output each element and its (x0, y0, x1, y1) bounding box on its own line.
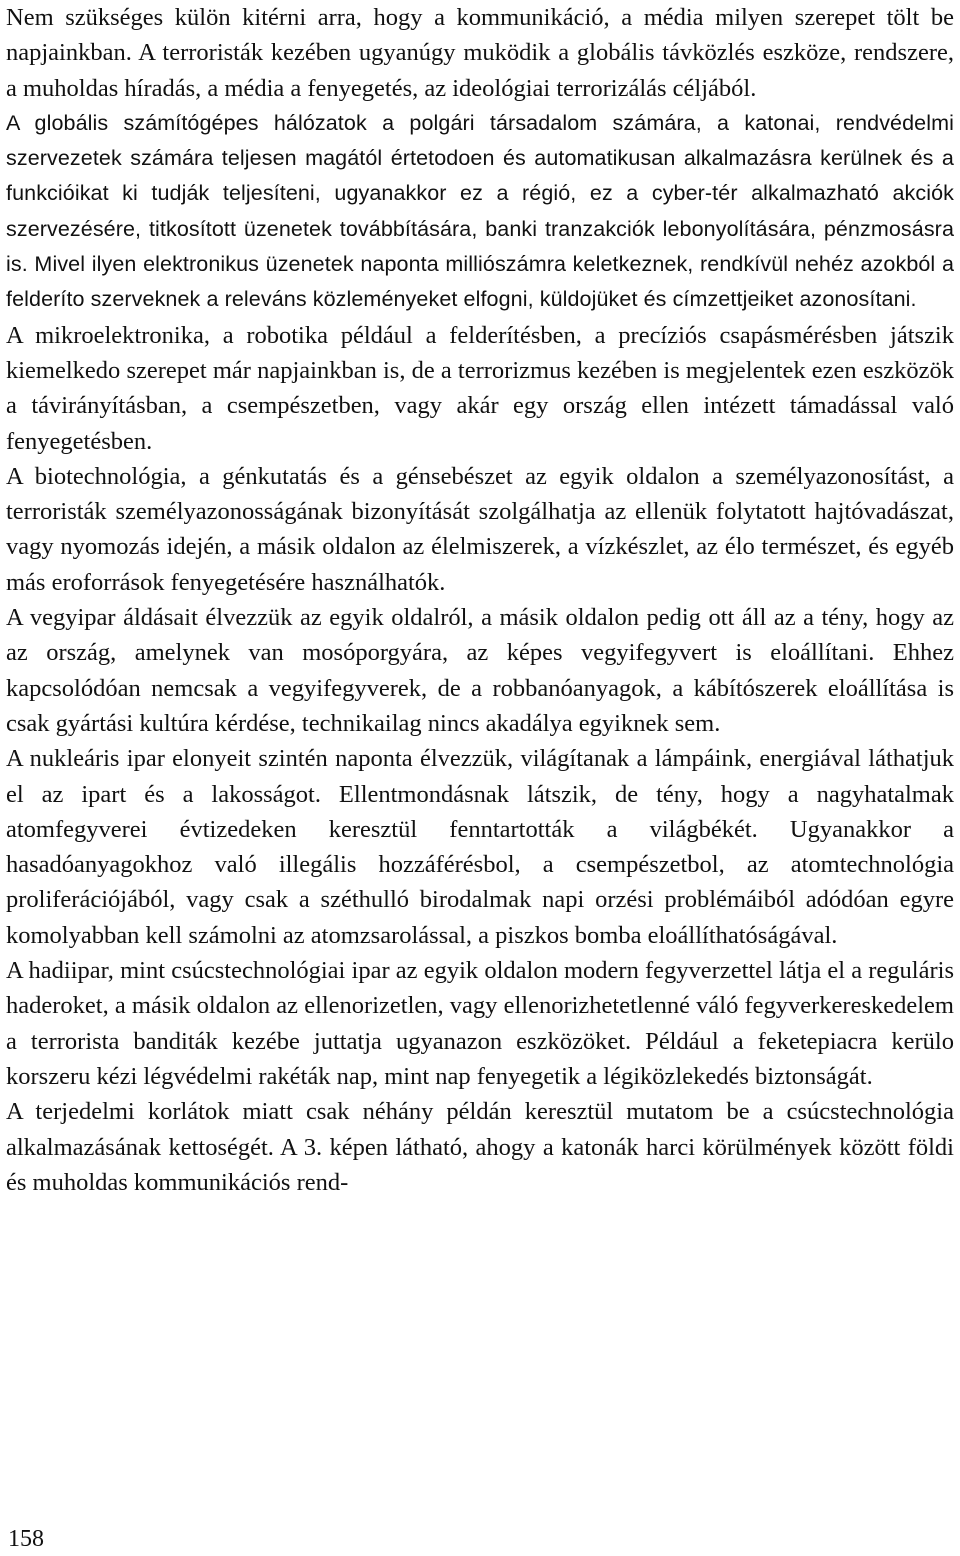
paragraph-chemical-industry: A vegyipar áldásait élvezzük az egyik oldalról, a másik oldalon pedig ott áll az a tény, hogy az az ország, amelynek van mosóporgyára, az képes vegyifegyvert is eloállítani. Ehhez kapcsolódóan nemcsak a vegyifegyverek, de a robbanóanyagok, a kábítószerek eloállítása is csak gyártási kultúra kérdése, technikailag nincs akadálya egyiknek sem. (6, 604, 954, 737)
paragraph-networks: A globális számítógépes hálózatok a polgári társadalom számára, a katonai, rendvédelmi szervezetek számára teljesen magától értetodoen és automatikusan alkalmazásra kerülnek és a funkcióikat ki tudják teljesíteni, ugyanakkor ez a régió, ez a cyber-tér alkalmazható akciók szervezésére, titkosított üzenetek továbbítására, banki tranzakciók lebonyolítására, pénzmosásra is. Mivel ilyen elektronikus üzenetek naponta milliószámra keletkeznek, rendkívül nehéz azokból a felderíto szerveknek a releváns közleményeket elfogni, küldojüket és címzettjeiket azonosítani. (6, 110, 954, 312)
paragraph-nuclear-industry: A nukleáris ipar elonyeit szintén naponta élvezzük, világítanak a lámpáink, energiával láthatjuk el az ipart és a lakosságot. Ellentmondásnak látszik, de tény, hogy a nagyhatalmak atomfegyverei évtizedeken keresztül fenntartották a világbékét. Ugyanakkor a hasadóanyagokhoz való illegális hozzáférésbol, a csempészetbol, az atomtechnológia proliferációjából, vagy csak a széthulló birodalmak napi orzési problémáiból adódóan egyre komolyabban kell számolni az atomzsarolással, a piszkos bomba eloállíthatóságával. (6, 745, 954, 949)
paragraph-microelectronics: A mikroelektronika, a robotika például a felderítésben, a precíziós csapásmérésben játszik kiemelkedo szerepet már napjainkban is, de a terrorizmus kezében is megjelentek ezen eszközök a távirányításban, a csempészetben, vagy akár egy ország ellen intézett támadással való fenyegetésben. (6, 321, 954, 455)
paragraph-defense-industry: A hadiipar, mint csúcstechnológiai ipar az egyik oldalon modern fegyverzettel látja el a reguláris haderoket, a másik oldalon az ellenorizetlen, vagy ellenorizhetetlenné váló fegyverkereskedelem a terrorista banditák kezébe juttatja ugyanazon eszközöket. Például a feketepiacra kerülo korszeru kézi légvédelmi rakéták nap, mint nap fenyegetik a légiközlekedés biztonságát. (6, 957, 954, 1090)
paragraph-biotechnology: A biotechnológia, a génkutatás és a génsebészet az egyik oldalon a személyazonosítást, a terroristák személyazonosságának bizonyítását szolgálhatja az ellenük folytatott hajtóvadászat, vagy nyomozás idején, a másik oldalon az élelmiszerek, a vízkészlet, az élo természet, és egyéb más eroforrások fenyegetésére használhatók. (6, 462, 954, 596)
paragraph-examples: A terjedelmi korlátok miatt csak néhány példán keresztül mutatom be a csúcstechnológia alkalmazásának kettoségét. A 3. képen látható, ahogy a katonák harci körülmények között földi és muholdas kommunikációs rend- (6, 1098, 954, 1196)
page-number: 158 (8, 1526, 44, 1552)
paragraph-media: Nem szükséges külön kitérni arra, hogy a kommunikáció, a média milyen szerepet tölt be napjainkban. A terroristák kezében ugyanúgy muködik a globális távközlés eszköze, rendszere, a muholdas híradás, a média a fenyegetés, az ideológiai terrorizálás céljából. (6, 4, 954, 102)
document-page (6, 0, 954, 1200)
